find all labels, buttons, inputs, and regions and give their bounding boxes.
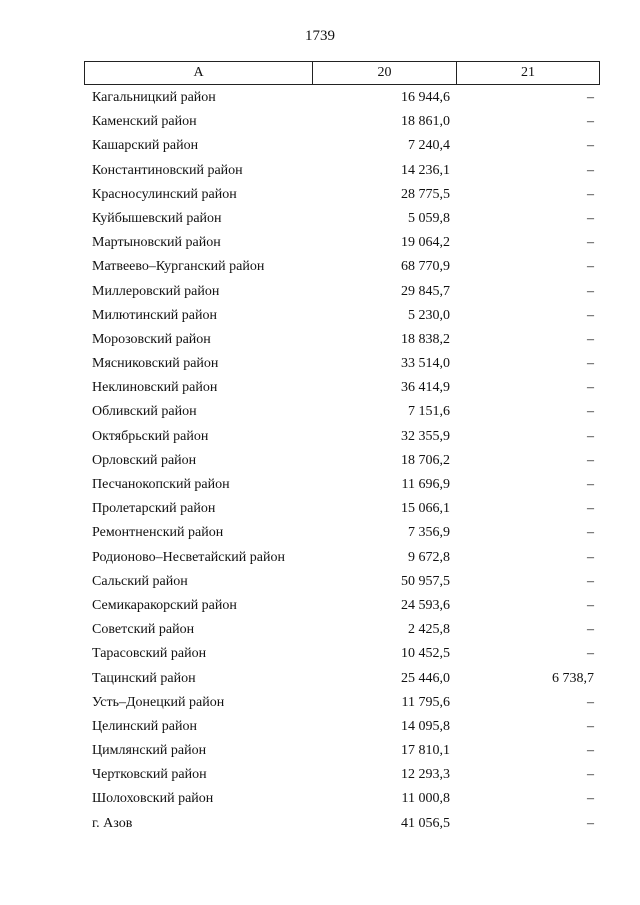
value-column-20: 29 845,7 — [401, 283, 450, 299]
value-column-21: – — [587, 622, 594, 638]
value-column-21: – — [587, 331, 594, 347]
value-column-20: 19 064,2 — [401, 235, 450, 251]
value-column-21: – — [587, 235, 594, 251]
district-name: Октябрьский район — [92, 428, 209, 444]
district-name: Тацинский район — [92, 670, 196, 686]
district-name: Красносулинский район — [92, 186, 237, 202]
column-header-a: А — [85, 62, 313, 84]
value-column-21: – — [587, 307, 594, 323]
district-name: Целинский район — [92, 718, 197, 734]
value-column-20: 11 696,9 — [401, 477, 450, 492]
table-row — [84, 521, 600, 545]
value-column-20: 16 944,6 — [401, 90, 450, 105]
value-column-20: 7 151,6 — [408, 404, 450, 420]
table-row — [84, 231, 600, 255]
value-column-20: 12 293,3 — [401, 767, 450, 783]
table-row — [84, 159, 600, 183]
table-row — [84, 546, 600, 570]
value-column-21: – — [587, 138, 594, 154]
value-column-20: 24 593,6 — [401, 597, 450, 613]
value-column-21: – — [587, 90, 594, 105]
value-column-21: – — [587, 767, 594, 783]
table-row — [84, 497, 600, 521]
value-column-21: – — [587, 404, 594, 420]
district-name: г. Азов — [92, 815, 133, 831]
value-column-21: – — [587, 694, 594, 710]
value-column-21: – — [587, 283, 594, 299]
column-header-20: 20 — [313, 62, 457, 84]
value-column-20: 33 514,0 — [401, 356, 450, 372]
value-column-21: – — [587, 259, 594, 275]
district-name: Родионово–Несветайский район — [92, 549, 285, 565]
district-name: Ремонтненский район — [92, 525, 224, 541]
value-column-20: 36 414,9 — [401, 380, 450, 396]
value-column-21: – — [587, 356, 594, 372]
value-column-21: – — [587, 186, 594, 202]
table-row — [84, 691, 600, 715]
table-body — [84, 86, 600, 836]
value-column-21: – — [587, 646, 594, 662]
district-name: Миллеровский район — [92, 283, 220, 299]
district-name: Семикаракорский район — [92, 597, 237, 613]
value-column-21: – — [587, 428, 594, 444]
district-name: Орловский район — [92, 452, 197, 468]
district-name: Песчанокопский район — [92, 477, 230, 492]
district-name: Каменский район — [92, 114, 197, 130]
district-name: Сальский район — [92, 573, 188, 589]
table-row — [84, 715, 600, 739]
district-name: Шолоховский район — [92, 791, 214, 807]
value-column-21: 6 738,7 — [552, 670, 594, 686]
table-row — [84, 667, 600, 691]
value-column-20: 5 230,0 — [408, 307, 450, 323]
table-row — [84, 134, 600, 158]
table-row — [84, 594, 600, 618]
value-column-21: – — [587, 525, 594, 541]
page-number: 1739 — [305, 28, 335, 44]
table-row — [84, 642, 600, 666]
district-name: Тарасовский район — [92, 646, 207, 662]
table-row — [84, 400, 600, 424]
value-column-20: 5 059,8 — [408, 210, 450, 226]
district-name: Кагальницкий район — [92, 90, 216, 105]
value-column-20: 25 446,0 — [401, 670, 450, 686]
table-row — [84, 812, 600, 836]
value-column-20: 32 355,9 — [401, 428, 450, 444]
table-row — [84, 110, 600, 134]
value-column-21: – — [587, 791, 594, 807]
value-column-20: 18 861,0 — [401, 114, 450, 130]
value-column-21: – — [587, 549, 594, 565]
value-column-21: – — [587, 162, 594, 178]
value-column-20: 11 000,8 — [401, 791, 450, 807]
column-header-21: 21 — [521, 65, 535, 80]
table-row — [84, 787, 600, 811]
district-name: Куйбышевский район — [92, 210, 222, 226]
table-row — [84, 739, 600, 763]
district-name: Пролетарский район — [92, 501, 216, 517]
table-row — [84, 763, 600, 787]
value-column-20: 14 236,1 — [401, 162, 450, 178]
value-column-20: 17 810,1 — [401, 743, 450, 759]
value-column-20: 11 795,6 — [401, 694, 450, 710]
district-name: Кашарский район — [92, 138, 199, 154]
district-name: Чертковский район — [92, 767, 207, 783]
value-column-20: 14 095,8 — [401, 718, 450, 734]
district-name: Мясниковский район — [92, 356, 219, 372]
value-column-21: – — [587, 718, 594, 734]
value-column-21: – — [587, 380, 594, 396]
value-column-21: – — [587, 815, 594, 831]
value-column-21: – — [587, 210, 594, 226]
value-column-21: – — [587, 114, 594, 130]
table-row — [84, 618, 600, 642]
table-row — [84, 473, 600, 497]
table-row — [84, 280, 600, 304]
value-column-20: 10 452,5 — [401, 646, 450, 662]
value-column-20: 18 706,2 — [401, 452, 450, 468]
value-column-20: 2 425,8 — [408, 622, 450, 638]
table-row — [84, 352, 600, 376]
table-row — [84, 183, 600, 207]
value-column-20: 7 240,4 — [408, 138, 450, 154]
value-column-20: 41 056,5 — [401, 815, 450, 831]
table-row — [84, 425, 600, 449]
value-column-20: 18 838,2 — [401, 331, 450, 347]
district-name: Усть–Донецкий район — [92, 694, 225, 710]
value-column-21: – — [587, 501, 594, 517]
value-column-21: – — [587, 477, 594, 492]
district-name: Цимлянский район — [92, 743, 207, 759]
table-row — [84, 207, 600, 231]
table-row — [84, 570, 600, 594]
district-name: Милютинский район — [92, 307, 218, 323]
value-column-20: 7 356,9 — [408, 525, 450, 541]
district-name: Обливский район — [92, 404, 197, 420]
district-name: Константиновский район — [92, 162, 243, 178]
value-column-21: – — [587, 743, 594, 759]
district-name: Морозовский район — [92, 331, 211, 347]
value-column-20: 9 672,8 — [408, 549, 450, 565]
table-row — [84, 376, 600, 400]
table-row — [84, 449, 600, 473]
value-column-20: 68 770,9 — [401, 259, 450, 275]
value-column-20: 50 957,5 — [401, 573, 450, 589]
value-column-21: – — [587, 597, 594, 613]
table-header — [84, 61, 600, 85]
district-name: Матвеево–Курганский район — [92, 259, 265, 275]
table-row — [84, 255, 600, 279]
value-column-20: 28 775,5 — [401, 186, 450, 202]
district-name: Советский район — [92, 622, 195, 638]
district-name: Мартыновский район — [92, 235, 221, 251]
district-name: Неклиновский район — [92, 380, 218, 396]
value-column-20: 15 066,1 — [401, 501, 450, 517]
table-row — [84, 86, 600, 110]
table-row — [84, 304, 600, 328]
table-row — [84, 328, 600, 352]
value-column-21: – — [587, 573, 594, 589]
value-column-21: – — [587, 452, 594, 468]
